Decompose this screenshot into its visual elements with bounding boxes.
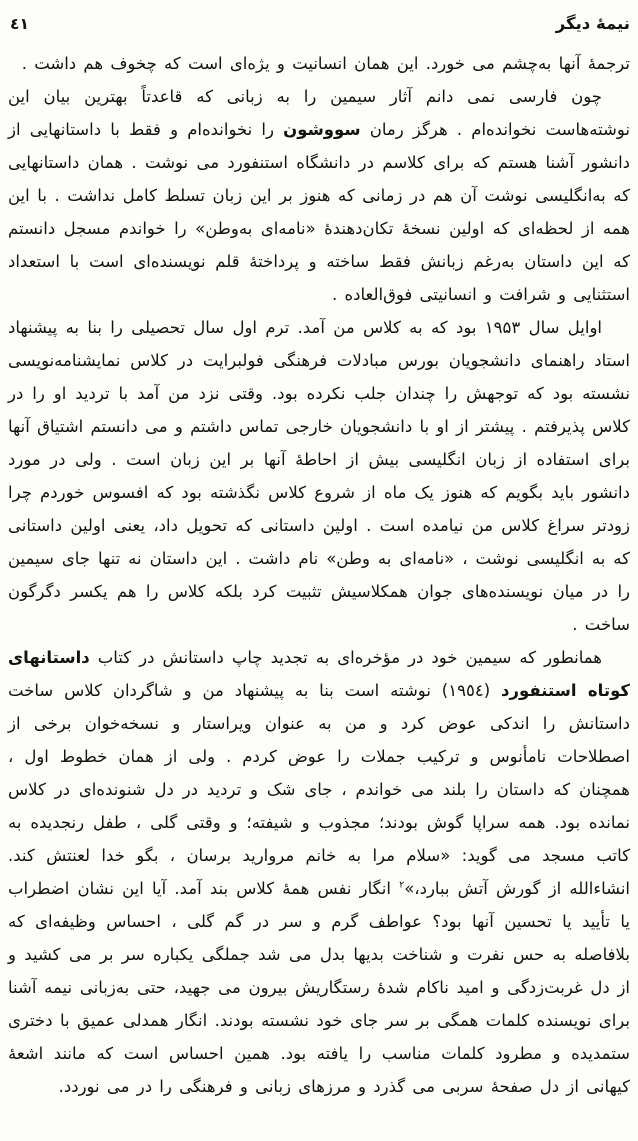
text-run: انگار نفس همهٔ کلاس بند آمد. آیا این نشان اضطراب یا تأیید یا تحسین آنها بود؟ عواطف گرم و سر در گم گلی ، احساس وظیفه‌ای که بلافاصله به حس نفرت و شناخت بدیها بدل می شد جملگی یکباره سر بر می کشید و از دل غربت‌زدگی و امید ناکام شدهٔ رستگاریش بیرون می جهید، حتی به‌زبانی نیمه آشنا برای نویسنده کلمات همگی بر سر جای خود نشسته بودند. انگار همدلی عمیق با دختری ستمدیده و مطرود کلمات مناسب را یافته بود. همین احساس است که مانند اشعهٔ کیهانی از دل صفحهٔ سربی می گذرد و مرزهای زبانی و فرهنگی را در می نوردد. bbox=[8, 879, 630, 1096]
page-number: ٤١ bbox=[10, 15, 29, 33]
text-run: چون فارسی نمی دانم آثار سیمین را به زبانی که قاعدتاً بهترین بیان این نوشته‌هاست نخوانده‌ام . هرگز رمان bbox=[8, 87, 630, 139]
text-run: همانطور که سیمین خود در مؤخره‌ای به تجدید چاپ داستانش در کتاب bbox=[89, 648, 602, 667]
paragraph bbox=[8, 311, 630, 641]
text-run: (١٩٥٤) نوشته است بنا به پیشنهاد من و شاگردان کلاس ساخت داستانش را اندکی عوض کرد و من به عنوان ویراستار و نسخه‌خوان برخی از اصطلاحات نامأنوس و ترکیب جملات را عوض کردم . ولی از همان خطوط اول ، همچنان که داستان را بلند می خواندم ، جای شک و تردید در دل شنونده‌ای در کلاس نمانده بود. همه سراپا گوش بودند؛ مجذوب و شیفته؛ و وقتی گلی ، طفل رنجدیده به کاتب مسجد می گوید: «سلام مرا به خانم مروارید برسان ، بگو خدا لعنتش کند. انشاءالله از گورش آتش ببارد،» bbox=[8, 681, 631, 898]
emphasized-title-text: سووشون bbox=[283, 120, 361, 139]
text-run: ترجمهٔ آنها به‌چشم می خورد. این همان انسانیت و یژه‌ای است که چخوف هم داشت . bbox=[21, 54, 630, 73]
paragraph bbox=[8, 47, 630, 80]
running-head-title: نیمهٔ دیگر bbox=[555, 14, 630, 33]
footnote-marker: ۲ bbox=[399, 879, 405, 891]
text-run: را نخوانده‌ام و فقط با داستانهایی از دانشور آشنا هستم که برای کلاسم در دانشگاه استنفورد می نوشت . همان داستانهایی که به‌انگلیسی نوشت آن هم در زمانی که هنوز بر این زبان تسلط کامل نداشت . با این همه از لحظه‌ای که اولین نسخهٔ تکان‌دهندهٔ «نامه‌ای به‌وطن» را خواندم مسجل دانستم که این داستان به‌رغم زبانش فقط ساخته و پرداختهٔ قلم نویسنده‌ای است با استعداد استثنایی و شرافت و انسانیتی فوق‌العاده . bbox=[8, 120, 630, 304]
text-run: اوایل سال ۱۹۵۳ بود که به کلاس من آمد. ترم اول سال تحصیلی را بنا به پیشنهاد استاد راهنمای دانشجویان بورس مبادلات فرهنگی فولبرایت در کلاس نمایشنامه‌نویسی نشسته بود که توجهش را چندان جلب نکرده بود. وقتی نزد من آمد با تردید او را در کلاس پذیرفتم . پیشتر از او با دانشجویان خارجی تماس داشتم و می دانستم اشتیاق آنها برای استفاده از زبان انگلیسی بیش از احاطهٔ آنها بر این زبان است . ولی در مورد دانشور باید بگویم که هنوز یک ماه از شروع کلاس نگذشته بود که افسوس خوردم چرا زودتر سراغ کلاس من نیامده است . اولین داستانی که تحویل داد، یعنی اولین داستانی که به انگلیسی نوشت ، «نامه‌ای به وطن» نام داشت . این داستان نه تنها جای سیمین را در میان نویسنده‌های جوان همکلاسیش تثبیت کرد بلکه کلاس را هم یکسر دگرگون ساخت . bbox=[8, 318, 630, 634]
paragraph bbox=[8, 641, 630, 1103]
paragraph bbox=[8, 80, 630, 311]
emphasized-title-text: داستانهای کوتاه استنفورد bbox=[8, 648, 631, 700]
page-header bbox=[8, 14, 630, 33]
page-body bbox=[8, 47, 630, 1103]
